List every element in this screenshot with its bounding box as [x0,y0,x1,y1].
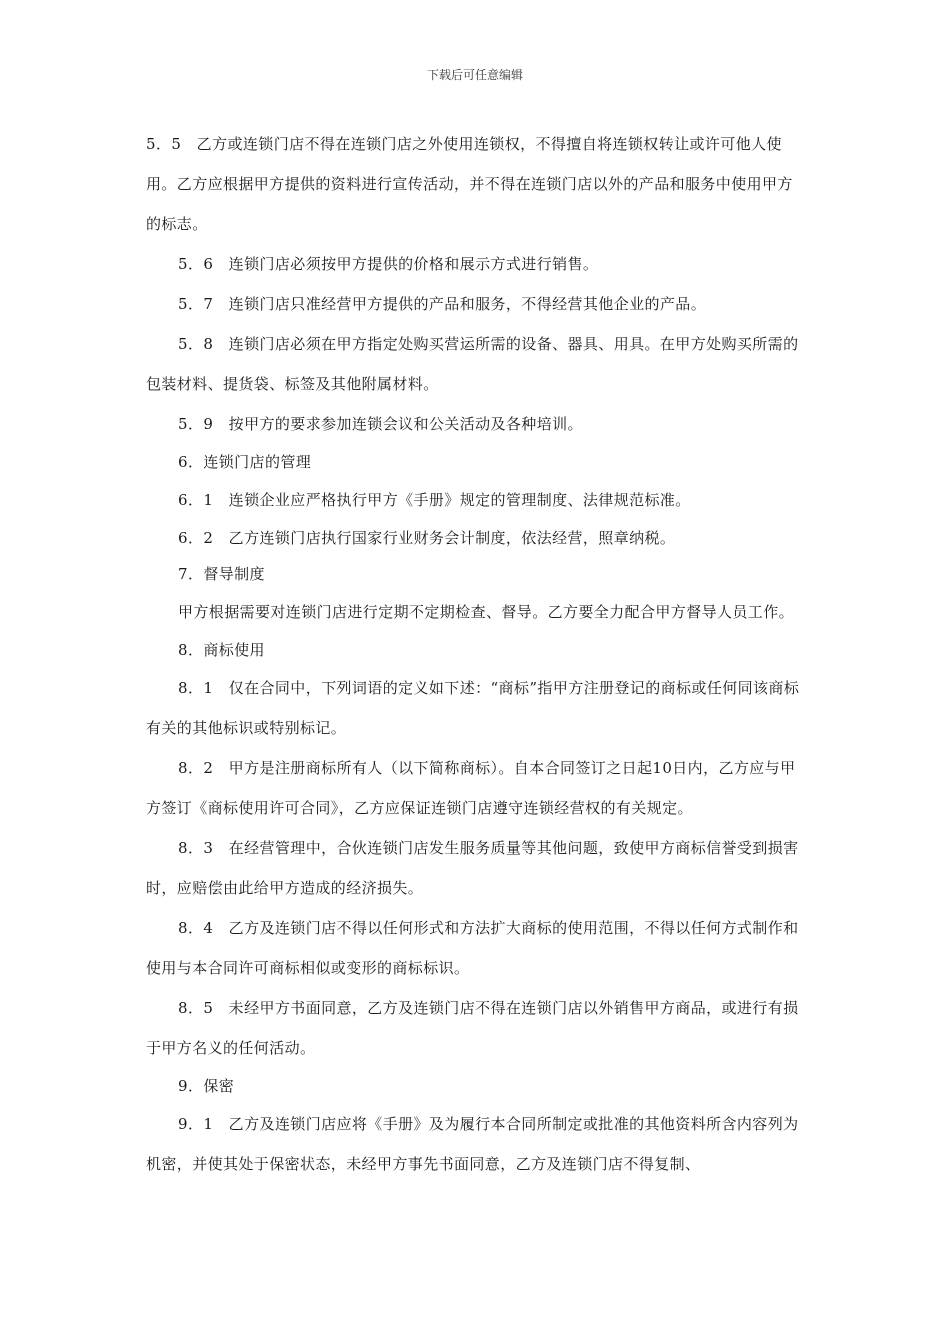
paragraph-8-4: 8．4 乙方及连锁门店不得以任何形式和方法扩大商标的使用范围，不得以任何方式制作和使用与本合同许可商标相似或变形的商标标识。 [146,919,799,977]
paragraph-5-9: 5．9 按甲方的要求参加连锁会议和公关活动及各种培训。 [178,415,583,433]
document-body [146,124,806,1184]
paragraph-5-8: 5．8 连锁门店必须在甲方指定处购买营运所需的设备、器具、用具。在甲方处购买所需的包装材料、提货袋、标签及其他附属材料。 [146,335,799,393]
page-header-note: 下载后可任意编辑 [426,68,523,82]
paragraph-7-body: 甲方根据需要对连锁门店进行定期不定期检查、督导。乙方要全力配合甲方督导人员工作。 [178,603,795,621]
paragraph-8-3: 8．3 在经营管理中，合伙连锁门店发生服务质量等其他问题，致使甲方商标信誉受到损害时，应赔偿由此给甲方造成的经济损失。 [146,839,799,897]
paragraph-6-2: 6．2 乙方连锁门店执行国家行业财务会计制度，依法经营，照章纳税。 [178,529,676,547]
section-heading-9: 9．保密 [178,1077,235,1095]
paragraph-5-5: 5．5 乙方或连锁门店不得在连锁门店之外使用连锁权，不得擅自将连锁权转让或许可他人使用。乙方应根据甲方提供的资料进行宣传活动，并不得在连锁门店以外的产品和服务中使用甲方的标志。 [146,135,793,233]
section-heading-6: 6．连锁门店的管理 [178,453,312,471]
paragraph-9-1: 9．1 乙方及连锁门店应将《手册》及为履行本合同所制定或批准的其他资料所含内容列为机密，并使其处于保密状态，未经甲方事先书面同意，乙方及连锁门店不得复制、 [146,1115,799,1173]
paragraph-5-7: 5．7 连锁门店只准经营甲方提供的产品和服务，不得经营其他企业的产品。 [178,295,707,313]
paragraph-6-1: 6．1 连锁企业应严格执行甲方《手册》规定的管理制度、法律规范标准。 [178,491,691,509]
paragraph-8-1: 8．1 仅在合同中，下列词语的定义如下述：“商标”指甲方注册登记的商标或任何同该商标有关的其他标识或特别标记。 [146,679,800,737]
paragraph-5-6: 5．6 连锁门店必须按甲方提供的价格和展示方式进行销售。 [178,255,599,273]
paragraph-8-5: 8．5 未经甲方书面同意，乙方及连锁门店不得在连锁门店以外销售甲方商品，或进行有损于甲方名义的任何活动。 [146,999,799,1057]
section-heading-7: 7．督导制度 [178,565,265,583]
paragraph-8-2: 8．2 甲方是注册商标所有人（以下简称商标）。自本合同签订之日起10日内，乙方应与甲方签订《商标使用许可合同》，乙方应保证连锁门店遵守连锁经营权的有关规定。 [146,759,796,817]
section-heading-8: 8．商标使用 [178,641,265,659]
